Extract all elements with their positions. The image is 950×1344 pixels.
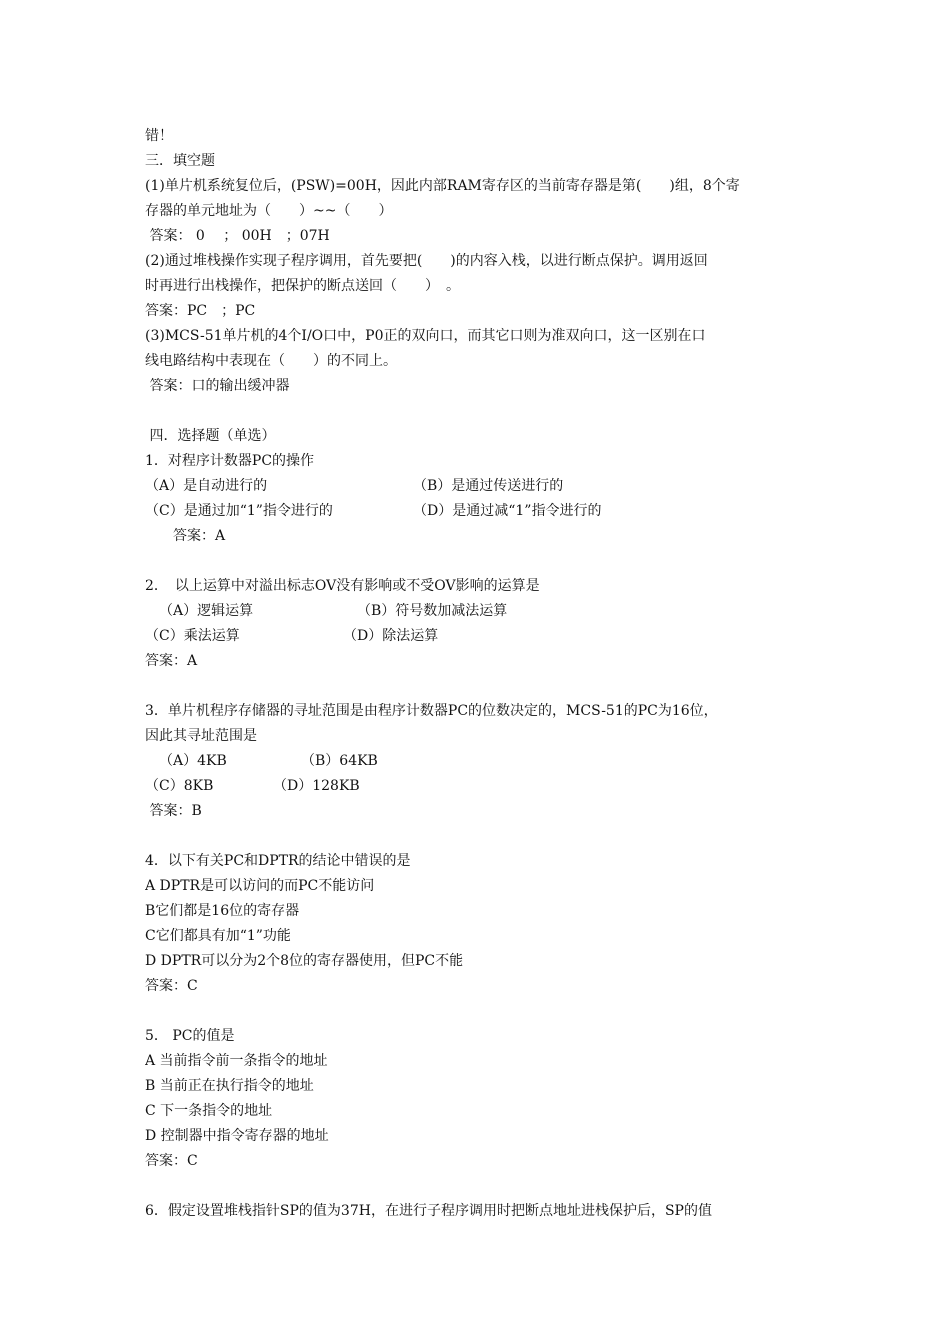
option-a: （A）是自动进行的 [145,478,268,494]
option-row [145,624,810,649]
answer-text: 答案： 0 ； 00H ；07H [145,228,330,244]
option-a: （A）逻辑运算 [159,603,254,619]
question-text: 线电路结构中表现在（ ）的不同上。 [145,353,397,369]
option-row [145,499,810,524]
option-text: B 当前正在执行指令的地址 [145,1078,314,1094]
answer-text: 答案：B [145,803,202,819]
question-text: 3．单片机程序存储器的寻址范围是由程序计数器PC的位数决定的，MCS-51的PC为16位， [145,703,718,719]
text-line: 错！ [145,128,173,144]
answer-text: 答案：A [145,528,226,544]
question-text: (3)MCS-51单片机的4个I/O口中，P0正的双向口，而其它口则为准双向口，这一区别在口 [145,328,706,344]
option-text: C 下一条指令的地址 [145,1103,273,1119]
answer-text: 答案：A [145,653,198,669]
question-text: (1)单片机系统复位后，(PSW)=00H，因此内部RAM寄存区的当前寄存器是第( )组，8个寄 [145,178,740,194]
blank-line [145,399,810,424]
option-text: A 当前指令前一条指令的地址 [145,1053,328,1069]
answer-text: 答案：C [145,1153,198,1169]
option-row [145,774,810,799]
question-text: 4．以下有关PC和DPTR的结论中错误的是 [145,853,411,869]
question-text: 2． 以上运算中对溢出标志OV没有影响或不受OV影响的运算是 [145,578,540,594]
option-text: A DPTR是可以访问的而PC不能访问 [145,878,375,894]
option-b: （B）是通过传送进行的 [413,478,564,494]
option-text: D DPTR可以分为2个8位的寄存器使用，但PC不能 [145,953,464,969]
answer-text: 答案：口的输出缓冲器 [145,378,290,394]
option-c: （C）乘法运算 [145,628,240,644]
option-d: （D）是通过减“1”指令进行的 [413,503,602,519]
question-text: 因此其寻址范围是 [145,728,257,744]
section-heading-fill-blank: 三．填空题 [145,153,215,169]
question-text: 5． PC的值是 [145,1028,235,1044]
option-a: （A）4KB [159,753,227,769]
blank-line [145,999,810,1024]
question-text: (2)通过堆栈操作实现子程序调用，首先要把( )的内容入栈，以进行断点保护。调用返回 [145,253,708,269]
question-text: 时再进行出栈操作，把保护的断点送回（ ） 。 [145,278,460,294]
blank-line [145,824,810,849]
document-body [145,124,810,1224]
question-text: 6．假定设置堆栈指针SP的值为37H，在进行子程序调用时把断点地址进栈保护后，SP的值 [145,1203,712,1219]
section-heading-multiple-choice: 四．选择题（单选） [145,428,276,444]
answer-text: 答案：PC ；PC [145,303,256,319]
answer-text: 答案：C [145,978,198,994]
blank-line [145,549,810,574]
option-b: （B）符号数加减法运算 [357,603,508,619]
option-row [145,749,810,774]
question-text: 存器的单元地址为（ ）~~（ ） [145,203,393,219]
option-row [145,474,810,499]
option-row [145,599,810,624]
option-c: （C）是通过加“1”指令进行的 [145,503,333,519]
blank-line [145,1174,810,1199]
option-d: （D）128KB [273,778,360,794]
option-d: （D）除法运算 [343,628,439,644]
blank-line [145,674,810,699]
question-text: 1．对程序计数器PC的操作 [145,453,315,469]
option-text: D 控制器中指令寄存器的地址 [145,1128,329,1144]
option-text: C它们都具有加“1”功能 [145,928,291,944]
option-b: （B）64KB [301,753,378,769]
option-c: （C）8KB [145,778,214,794]
option-text: B它们都是16位的寄存器 [145,903,300,919]
